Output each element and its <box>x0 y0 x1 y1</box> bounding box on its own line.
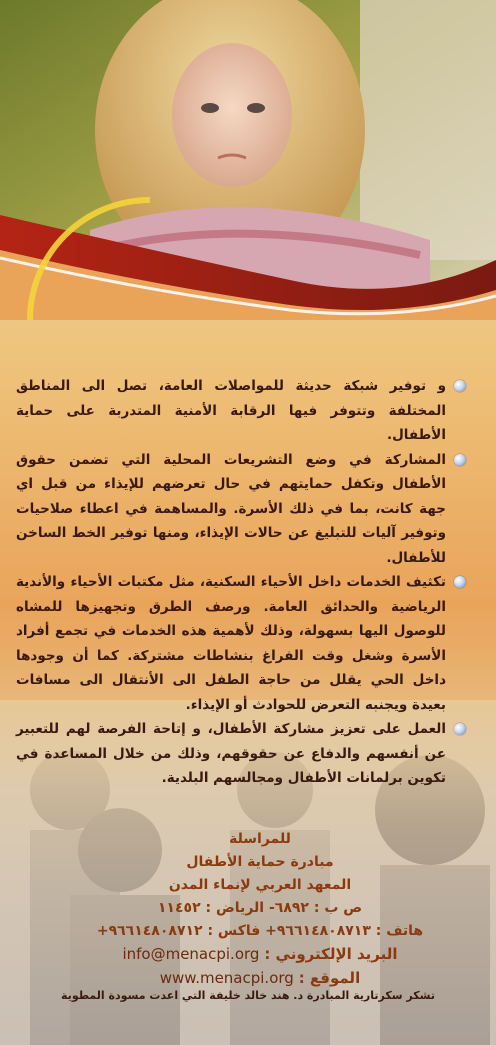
bullet-list <box>16 374 466 791</box>
list-item <box>16 374 466 448</box>
email-line <box>60 943 460 967</box>
bullet-icon <box>454 576 466 588</box>
bullet-icon <box>454 723 466 735</box>
bullet-icon <box>454 454 466 466</box>
hero-photo <box>0 0 496 320</box>
list-item-text: تكثيف الخدمات داخل الأحياء السكنية، مثل مكتبات الأحياء والأندية الرياضية والحدائق العامة. ورصف الطرق وتجهيزها للمشاه للوصول اليها بسهولة، وذلك لأهمية هذه الخدمات في تجمع أفراد الأسرة وشغل وقت الفراغ بنشاطات مشتركة. كما أن وجودها داخل الحي يقلل من حاجة الطفل الى الأنتقال الى مسافات بعيدة ويجنبه التعرض للحوادث أو الإيذاء. <box>16 574 446 713</box>
list-item-text: المشاركة في وضع التشريعات المحلية التي تضمن حقوق الأطفال وتكفل حمايتهم في حال تعرضهم للإيذاء من قبل اي جهة كانت، بما في ذلك الأسرة. والمساهمة في اعطاء صلاحيات وتوفير آليات للتبليغ عن حالات الإيذاء، ومنها توفير الخط الساخن للأطفال. <box>16 451 446 566</box>
list-item <box>16 570 466 717</box>
acknowledgement-text: تشكر سكرتارية المبادرة د. هند خالد خليفة التي اعدت مسودة المطوية <box>61 989 435 1002</box>
institute-name: المعهد العربي لإنماء المدن <box>168 877 352 893</box>
website-link[interactable]: www.menacpi.org <box>159 969 294 987</box>
list-item <box>16 448 466 571</box>
email-label: البريد الإلكتروني : <box>264 945 398 963</box>
list-item <box>16 717 466 791</box>
email-link[interactable]: info@menacpi.org <box>122 945 260 963</box>
contact-heading: للمراسلة <box>229 831 291 847</box>
po-box: ص ب : ٦٨٩٢- الرياض : ١١٤٥٢ <box>157 900 363 916</box>
hero-photo-section <box>0 0 496 320</box>
list-item-text: العمل على تعزيز مشاركة الأطفال، و إتاحة الفرصة لهم للتعبير عن أنفسهم والدفاع عن حقوقهم، وذلك من خلال المساعدة في تكوين برلمانات الأطفال ومجالسهم البلدية. <box>16 721 446 786</box>
initiative-name: مبادرة حماية الأطفال <box>186 854 334 870</box>
bullet-icon <box>454 380 466 392</box>
website-label: الموقع : <box>298 969 361 987</box>
phone-fax: هاتف : ٩٦٦١٤٨٠٨٧١٣+ فاكس : ٩٦٦١٤٨٠٨٧١٢+ <box>96 923 424 939</box>
list-item-text: و توفير شبكة حديثة للمواصلات العامة، تصل الى المناطق المختلفة وتتوفر فيها الرقابة الأمنية المتدربة على حماية الأطفال. <box>16 378 446 443</box>
contact-block <box>60 828 460 991</box>
